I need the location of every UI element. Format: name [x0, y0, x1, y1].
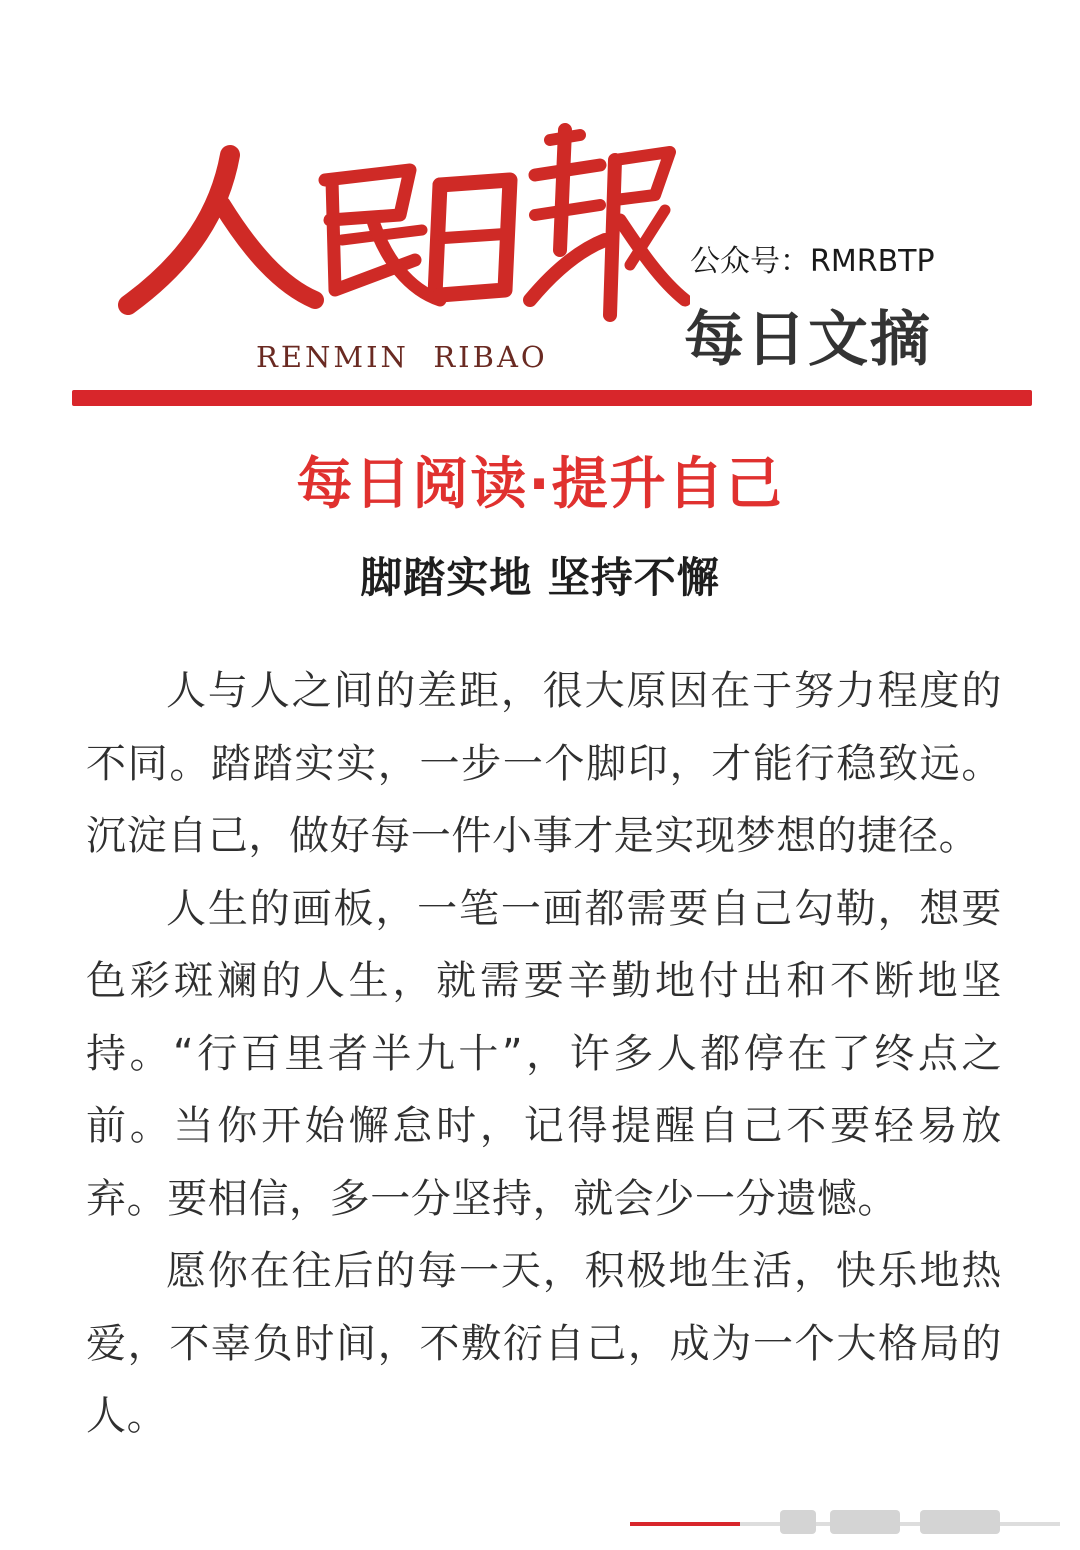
watermark-blob [830, 1510, 900, 1534]
newspaper-logo [110, 100, 690, 390]
masthead [0, 0, 1080, 400]
column-name: 每日文摘 [684, 305, 932, 375]
paragraph-3: 愿你在往后的每一天，积极地生活，快乐地热爱，不辜负时间，不敷衍自己，成为一个大格局的人。 [86, 1248, 1002, 1439]
logo-calligraphy [110, 100, 690, 340]
masthead-divider [72, 390, 1032, 406]
account-id: 公众号：RMRBTP [690, 244, 935, 279]
article-body [86, 655, 1002, 1453]
slogan: 每日阅读·提升自己 [296, 452, 784, 517]
watermark-blob [780, 1510, 816, 1534]
article-title: 脚踏实地 坚持不懈 [360, 553, 720, 602]
logo-pinyin: RENMIN RIBAO [256, 340, 548, 374]
paragraph-1: 人与人之间的差距，很大原因在于努力程度的不同。踏踏实实，一步一个脚印，才能行稳致远。沉淀自己，做好每一件小事才是实现梦想的捷径。 [86, 668, 1002, 859]
paragraph-2: 人生的画板，一笔一画都需要自己勾勒，想要色彩斑斓的人生，就需要辛勤地付出和不断地坚持。“行百里者半九十”，许多人都停在了终点之前。当你开始懈怠时，记得提醒自己不要轻易放弃。要相信，多一分坚持，就会少一分遗憾。 [86, 885, 1002, 1222]
footer-watermark [630, 1508, 1060, 1536]
watermark-blob [920, 1510, 1000, 1534]
footer-red-line [630, 1522, 740, 1526]
